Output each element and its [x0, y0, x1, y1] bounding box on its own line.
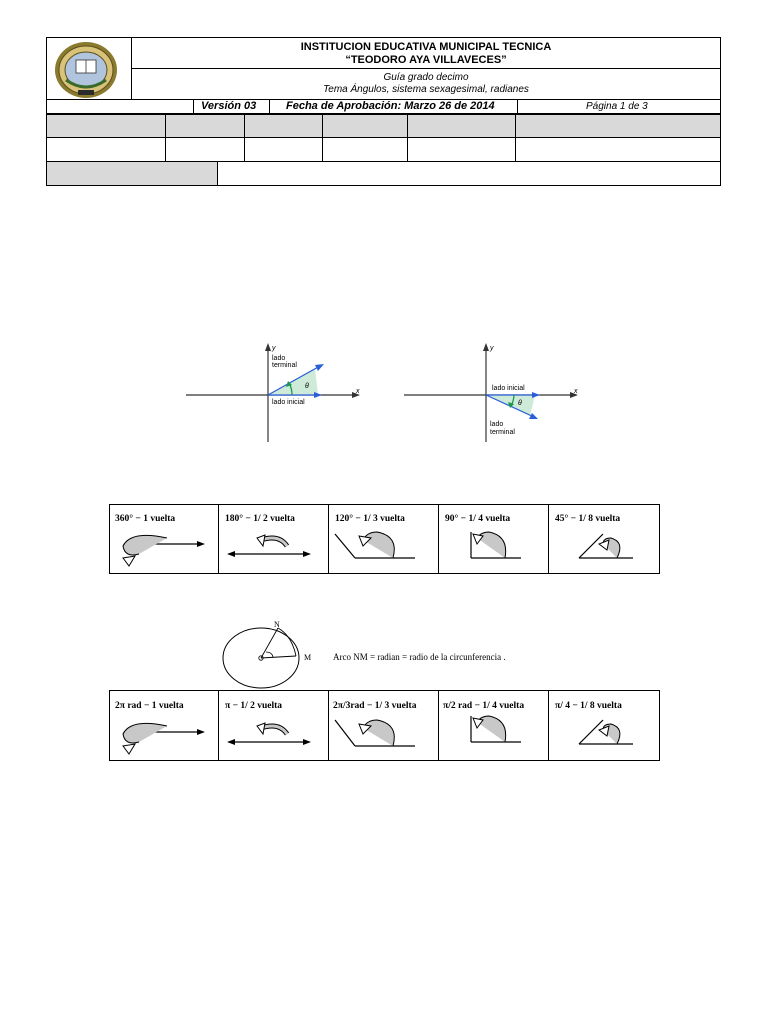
sexagesimal-label-360: 360° − 1 vuelta: [115, 514, 176, 524]
theta-label: θ: [305, 383, 309, 390]
theta-label: θ: [518, 400, 522, 407]
angle-diagram-negative: [398, 338, 588, 448]
terminal-side-label: lado: [272, 355, 286, 362]
approval-date: Fecha de Aprobación: Marzo 26 de 2014: [286, 100, 495, 112]
radian-label-2pi: 2π rad − 1 vuelta: [115, 701, 184, 711]
half-turn-icon: [227, 723, 311, 745]
institution-name: INSTITUCION EDUCATIVA MUNICIPAL TECNICA: [300, 41, 552, 53]
terminal-side-label: terminal: [490, 429, 515, 436]
radian-label-2pi-3: 2π/3rad − 1/ 3 vuelta: [333, 701, 417, 711]
angle-diagram-positive: [180, 338, 370, 448]
rotation-illustrations: [109, 504, 660, 574]
sexagesimal-label-45: 45° − 1/ 8 vuelta: [555, 514, 621, 524]
axis-x-label: x: [356, 388, 360, 395]
school-name: “TEODORO AYA VILLAVECES”: [345, 54, 507, 66]
third-turn-icon: [335, 532, 415, 558]
eighth-turn-icon: [579, 534, 633, 558]
third-turn-icon: [335, 720, 415, 746]
terminal-side-label: terminal: [272, 362, 297, 369]
student-name-label-cell: [46, 161, 218, 186]
radian-rotation-illustrations: [109, 690, 660, 761]
axis-x-label: x: [574, 388, 578, 395]
point-n-label: N: [274, 620, 280, 629]
sexagesimal-label-120: 120° − 1/ 3 vuelta: [335, 514, 405, 524]
version-label: Versión 03: [201, 100, 257, 112]
quarter-turn-icon: [471, 532, 521, 558]
radian-label-pi-2: π/2 rad − 1/ 4 vuelta: [443, 701, 525, 711]
half-turn-icon: [227, 535, 311, 557]
initial-side-label: lado inicial: [272, 399, 305, 406]
guide-title: Guía grado decimo: [383, 72, 469, 83]
radian-label-pi: π − 1/ 2 vuelta: [225, 701, 283, 711]
full-turn-icon: [123, 723, 205, 754]
quarter-turn-icon: [471, 716, 521, 742]
axis-y-label: y: [272, 345, 276, 352]
radian-label-pi-4: π/ 4 − 1/ 8 vuelta: [555, 701, 622, 711]
topic-title: Tema Ángulos, sistema sexagesimal, radianes: [323, 84, 529, 95]
terminal-side-label: lado: [490, 421, 504, 428]
page-number: Página 1 de 3: [586, 101, 648, 112]
initial-side-label: lado inicial: [492, 385, 525, 392]
full-turn-icon: [123, 535, 205, 566]
info-header-row: [46, 114, 721, 138]
axis-y-label: y: [490, 345, 494, 352]
school-seal-logo: [52, 40, 120, 100]
radian-circle-diagram: [218, 618, 314, 690]
eighth-turn-icon: [579, 720, 633, 744]
point-m-label: M: [304, 653, 312, 662]
radian-definition-caption: Arco NM = radian = radio de la circunferencia .: [333, 652, 506, 662]
info-value-row: [46, 137, 721, 162]
sexagesimal-label-180: 180° − 1/ 2 vuelta: [225, 514, 295, 524]
sexagesimal-label-90: 90° − 1/ 4 vuelta: [445, 514, 511, 524]
